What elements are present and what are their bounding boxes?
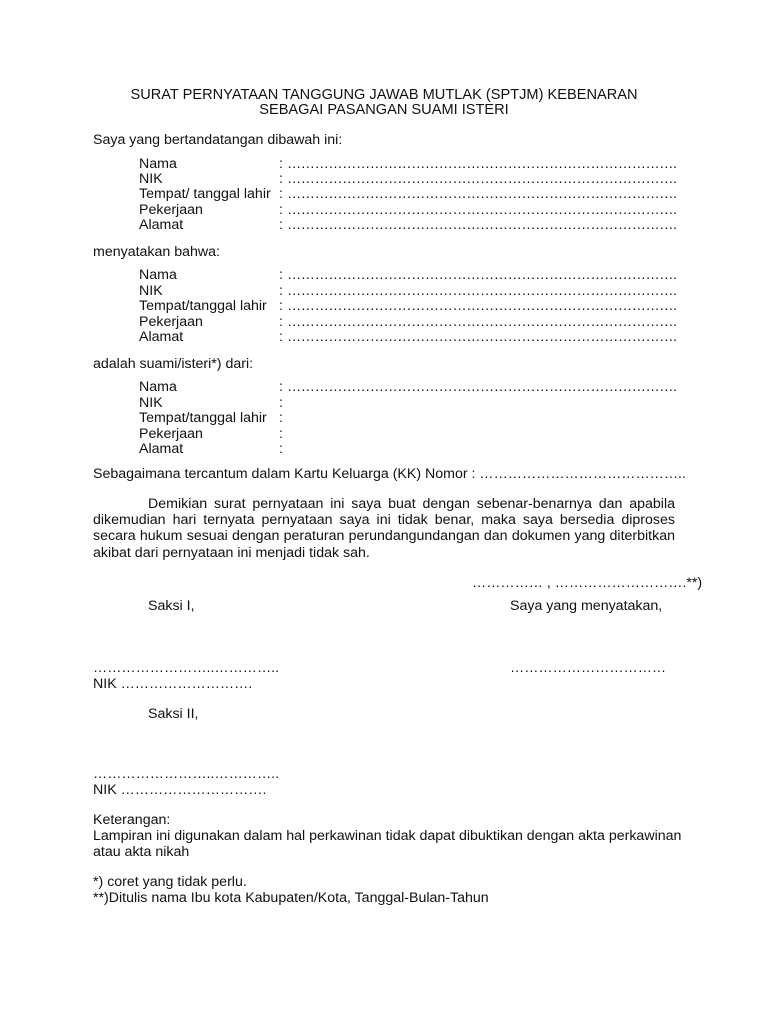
field-colon: : (279, 267, 283, 283)
field-row-birth (139, 411, 679, 427)
field-label: Alamat (139, 441, 184, 457)
kk-number-line: Sebagaimana tercantum dalam Kartu Keluarga (KK) Nomor : …………………………………….. (93, 466, 686, 482)
field-blank: …………………………………………………………………………. (287, 267, 677, 283)
field-blank: …………………………………………………………………………. (287, 283, 677, 299)
field-blank: …………………………………………………………………………. (287, 171, 677, 187)
declares-text: menyatakan bahwa: (93, 244, 220, 260)
witness-1-signature-line: ……………………..………….. (93, 660, 280, 676)
field-row-nama (139, 380, 679, 396)
field-label: Pekerjaan (139, 314, 203, 330)
spouse-of-text: adalah suami/isteri*) dari: (93, 356, 254, 372)
field-colon: : (279, 441, 283, 457)
field-label: Nama (139, 379, 177, 395)
field-colon: : (279, 186, 283, 202)
place-date-line: …………… , ……………………….**) (472, 575, 703, 591)
witness-1-label: Saksi I, (148, 598, 195, 614)
field-label: Alamat (139, 329, 184, 345)
notes-title: Keterangan: (93, 812, 171, 828)
field-row-birth (139, 187, 679, 203)
field-colon: : (279, 202, 283, 218)
field-blank: …………………………………………………………………………. (287, 298, 677, 314)
field-colon: : (279, 379, 283, 395)
intro-text: Saya yang bertandatangan dibawah ini: (93, 132, 343, 148)
field-label: Nama (139, 267, 177, 283)
document-title-line-2: SEBAGAI PASANGAN SUAMI ISTERI (259, 102, 509, 118)
witness-2-nik: NIK …………………………. (93, 782, 267, 798)
field-colon: : (279, 314, 283, 330)
field-blank: …………………………………………………………………………. (287, 314, 677, 330)
field-blank: …………………………………………………………………………. (287, 217, 677, 233)
field-label: Nama (139, 156, 177, 172)
field-label: Pekerjaan (139, 426, 203, 442)
witness-1-nik: NIK ………………………. (93, 676, 253, 692)
field-colon: : (279, 171, 283, 187)
field-colon: : (279, 283, 283, 299)
field-colon: : (279, 426, 283, 442)
notes-body-line-2: atau akta nikah (93, 844, 190, 860)
field-blank: …………………………………………………………………………. (287, 202, 677, 218)
field-colon: : (279, 298, 283, 314)
declarant-signature-line: …………………………… (510, 660, 667, 676)
field-row-birth (139, 299, 679, 315)
field-label: NIK (139, 283, 163, 299)
field-blank: …………………………………………………………………………. (287, 329, 677, 345)
closing-paragraph: Demikian surat pernyataan ini saya buat dengan sebenar-benarnya dan apabila dikemudian hari ternyata pernyataan saya ini tidak benar, maka saya bersedia diproses secara hukum sesuai dengan peraturan perundangundangan dan dokumen yang diterbitkan akibat dari pernyataan ini menjadi tidak sah. (93, 496, 675, 561)
field-label: Tempat/tanggal lahir (139, 410, 267, 426)
notes-body-line-1: Lampiran ini digunakan dalam hal perkawinan tidak dapat dibuktikan dengan akta perkawinan (93, 828, 682, 844)
field-label: Tempat/ tanggal lahir (139, 186, 271, 202)
footnote-double-asterisk: **)Ditulis nama Ibu kota Kabupaten/Kota, Tanggal-Bulan-Tahun (93, 890, 489, 906)
field-row-nama (139, 268, 679, 284)
field-label: NIK (139, 171, 163, 187)
field-colon: : (279, 329, 283, 345)
field-colon: : (279, 410, 283, 426)
field-colon: : (279, 217, 283, 233)
document-title-line-1: SURAT PERNYATAAN TANGGUNG JAWAB MUTLAK (SPTJM) KEBENARAN (130, 87, 638, 103)
field-label: NIK (139, 395, 163, 411)
declarant-label: Saya yang menyatakan, (510, 598, 663, 614)
field-label: Pekerjaan (139, 202, 203, 218)
field-colon: : (279, 156, 283, 172)
field-blank: …………………………………………………………………………. (287, 186, 677, 202)
field-label: Alamat (139, 217, 184, 233)
field-row-occupation (139, 427, 679, 443)
field-row-address (139, 330, 679, 346)
field-blank: …………………………………………………………………………. (287, 156, 677, 172)
witness-2-label: Saksi II, (148, 706, 199, 722)
field-row-address (139, 442, 679, 458)
field-colon: : (279, 395, 283, 411)
field-blank: …………………………………………………………………………. (287, 379, 677, 395)
footnote-single-asterisk: *) coret yang tidak perlu. (93, 874, 247, 890)
field-label: Tempat/tanggal lahir (139, 298, 267, 314)
field-row-address (139, 218, 679, 234)
witness-2-signature-line: ……………………..………….. (93, 766, 280, 782)
